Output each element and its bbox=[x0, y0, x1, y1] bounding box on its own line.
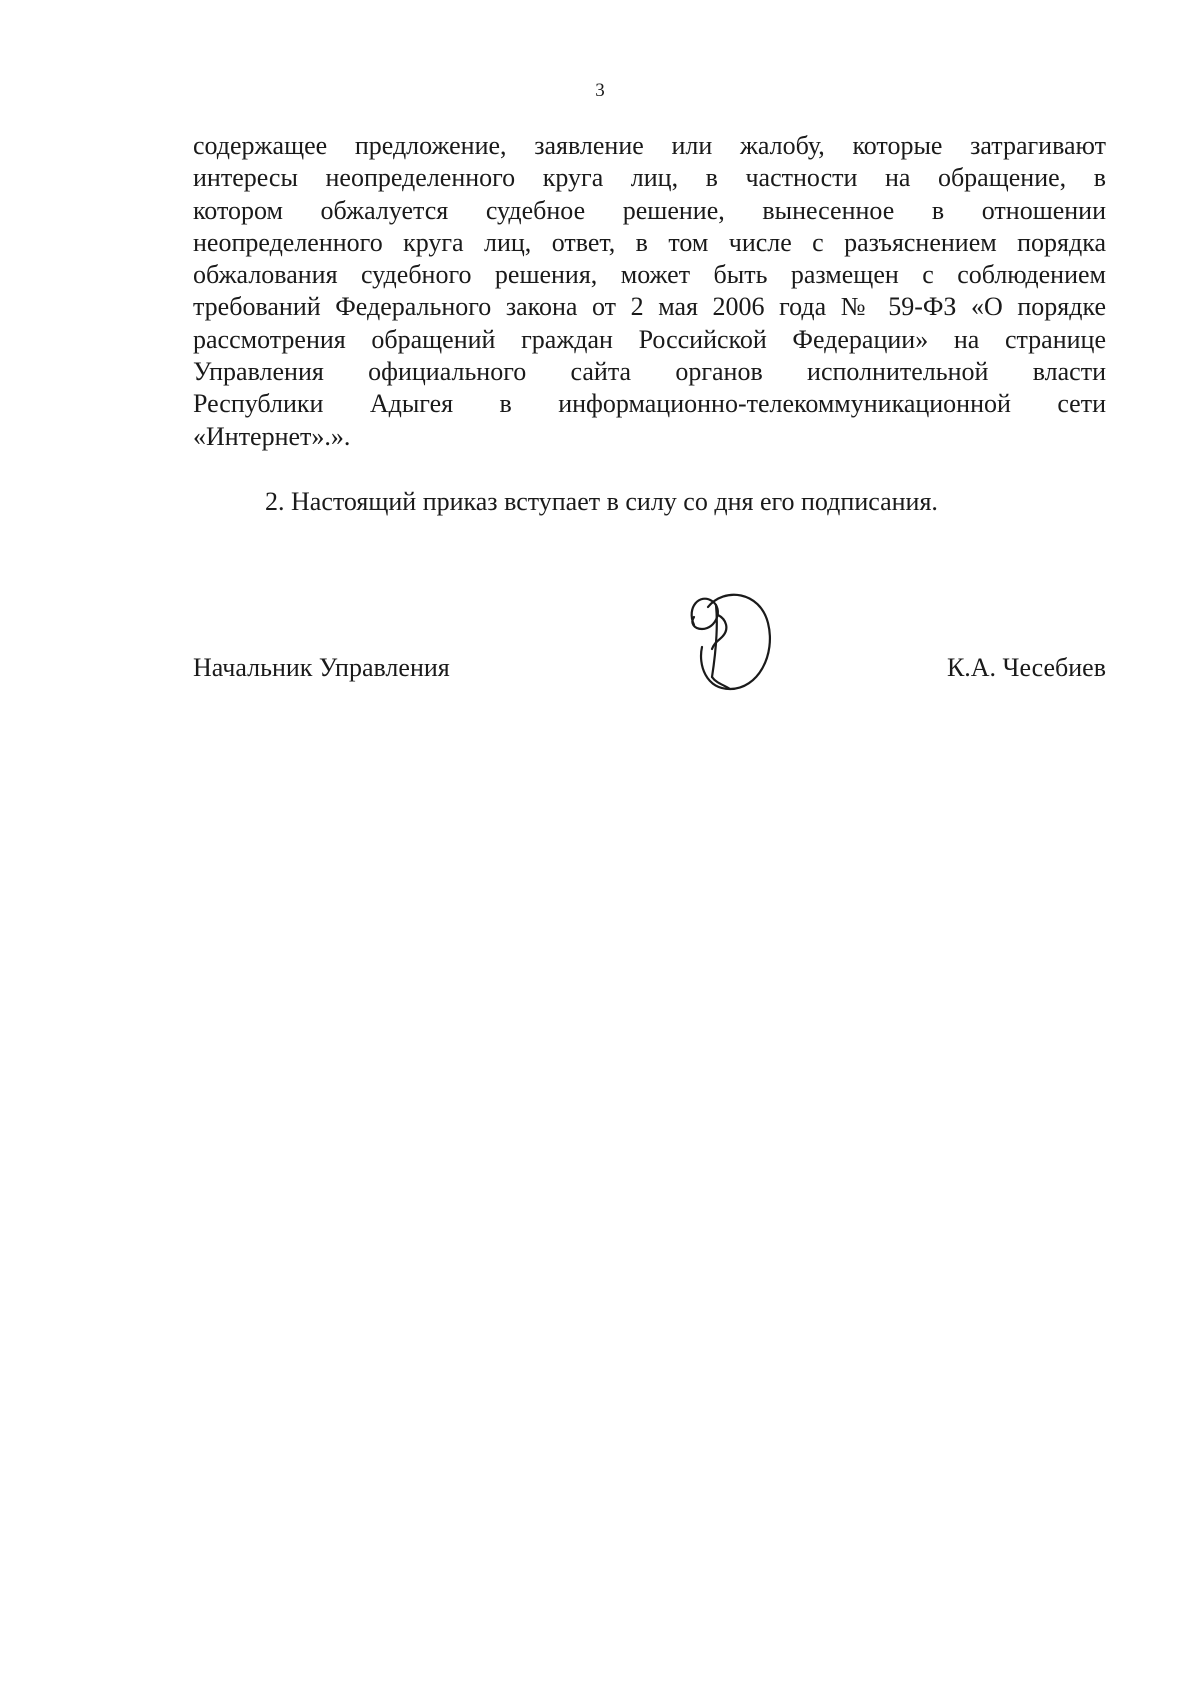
paragraph-line: «Интернет».». bbox=[193, 421, 351, 451]
paragraph-line: рассмотрения обращений граждан Российской Федерации» на странице bbox=[193, 324, 1106, 354]
paragraph-line: содержащее предложение, заявление или жалобу, которые затрагивают bbox=[193, 131, 1106, 160]
paragraph-line: Республики Адыгея в информационно-телекоммуникационной сети bbox=[193, 389, 1106, 419]
paragraph-line: требований Федерального закона от 2 мая 2006 года № 59-ФЗ «О порядке bbox=[193, 292, 1106, 322]
handwritten-signature bbox=[672, 585, 782, 695]
signatory-title: Начальник Управления bbox=[193, 653, 450, 682]
paragraph-line: интересы неопределенного круга лиц, в частности на обращение, в bbox=[193, 163, 1106, 193]
paragraph-line: обжалования судебного решения, может быть размещен с соблюдением bbox=[193, 260, 1106, 290]
signatory-name: К.А. Чесебиев bbox=[946, 653, 1106, 682]
page-number: 3 bbox=[595, 80, 605, 101]
paragraph-line: Управления официального сайта органов исполнительной власти bbox=[193, 357, 1106, 387]
clause-2-text: 2. Настоящий приказ вступает в силу со дня его подписания. bbox=[265, 487, 938, 516]
paragraph-line: котором обжалуется судебное решение, вынесенное в отношении bbox=[193, 195, 1106, 225]
paragraph-line: неопределенного круга лиц, ответ, в том числе с разъяснением порядка bbox=[193, 227, 1106, 257]
paragraph-text bbox=[193, 130, 1106, 453]
